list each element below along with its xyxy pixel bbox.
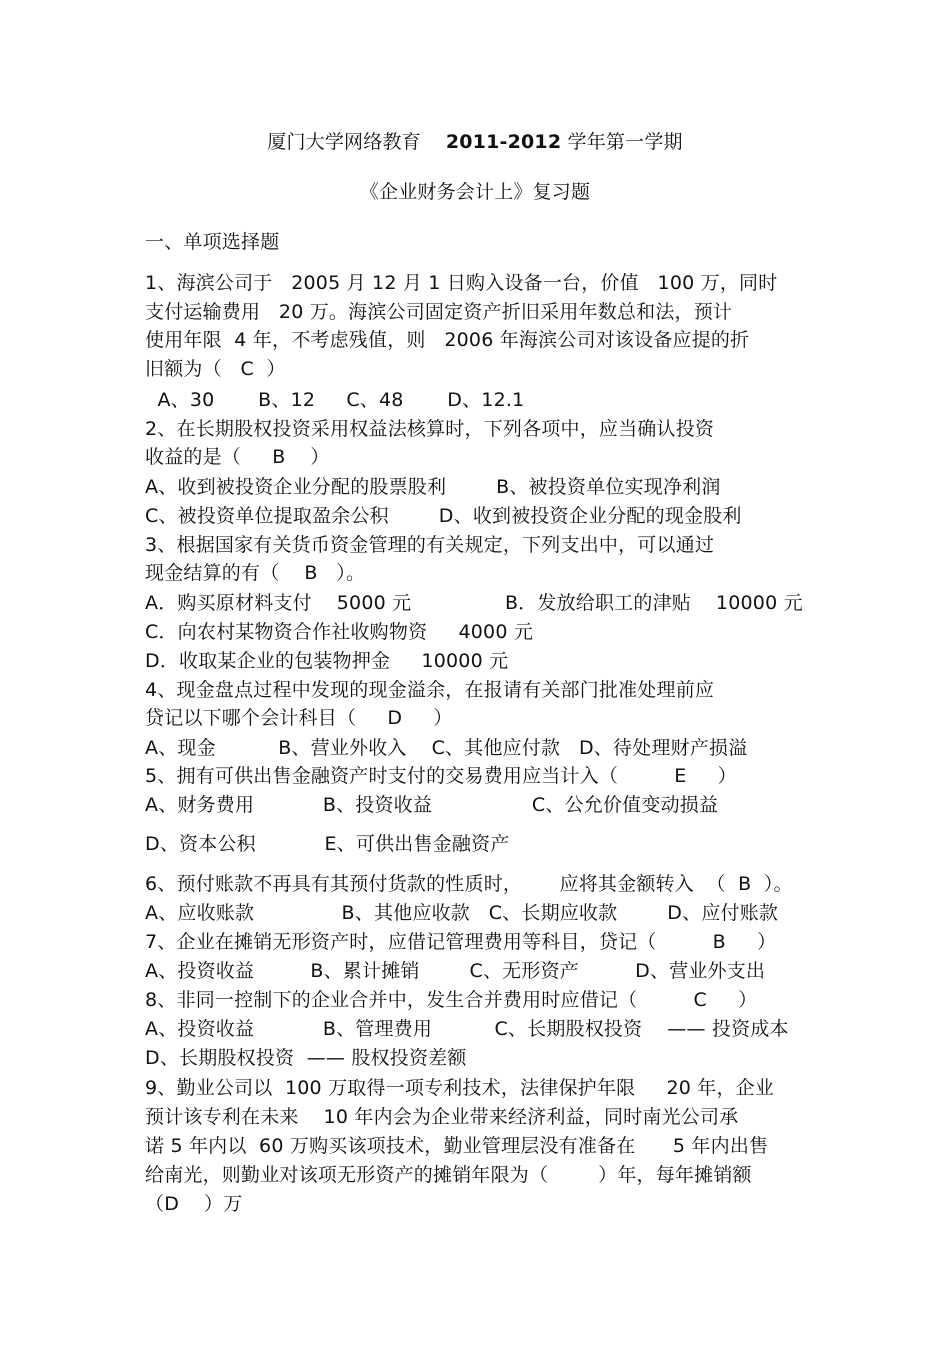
options-line: C．向农村某物资合作社收购物资 4000 元 xyxy=(145,621,534,643)
text-line: 9、勤业公司以 100 万取得一项专利技术，法律保护年限 20 年，企业 xyxy=(145,1077,775,1099)
section-heading: 一、单项选择题 xyxy=(145,231,280,253)
text-line: 6、预付账款不再具有其预付货款的性质时， 应将其金额转入 （ B ）。 xyxy=(145,873,793,895)
text-line: 3、根据国家有关货币资金管理的有关规定，下列支出中，可以通过 xyxy=(145,534,715,556)
options-line: A、现金 B、营业外收入 C、其他应付款 D、待处理财产损溢 xyxy=(145,737,748,759)
text-line: 贷记以下哪个会计科目（ D ） xyxy=(145,707,453,729)
text-line: 1、海滨公司于 2005 月 12 月 1 日购入设备一台，价值 100 万，同时 xyxy=(145,272,778,294)
text-line: 4、现金盘点过程中发现的现金溢余，在报请有关部门批准处理前应 xyxy=(145,679,715,701)
options-line: A、投资收益 B、累计摊销 C、无形资产 D、营业外支出 xyxy=(145,960,766,982)
options-line: D、长期股权投资 —— 股权投资差额 xyxy=(145,1047,467,1069)
text-line: 给南光，则勤业对该项无形资产的摊销年限为（ ）年，每年摊销额 xyxy=(145,1164,752,1186)
text-line: 诺 5 年内以 60 万购买该项技术，勤业管理层没有准备在 5 年内出售 xyxy=(145,1135,769,1157)
text-line: 收益的是（ B ） xyxy=(145,446,330,468)
options-line: D、资本公积 E、可供出售金融资产 xyxy=(145,833,510,855)
title-suffix: 学年第一学期 xyxy=(567,131,683,153)
text-line: 旧额为（ C ） xyxy=(145,358,286,380)
options-line: A、应收账款 B、其他应收款 C、长期应收款 D、应付账款 xyxy=(145,902,779,924)
text-line: 2、在长期股权投资采用权益法核算时，下列各项中，应当确认投资 xyxy=(145,418,715,440)
document-title xyxy=(0,129,950,155)
options-line: A、财务费用 B、投资收益 C、公允价值变动损益 xyxy=(145,794,719,816)
text-line: 5、拥有可供出售金融资产时支付的交易费用应当计入（ E ） xyxy=(145,765,737,787)
text-line: 使用年限 4 年，不考虑残值，则 2006 年海滨公司对该设备应提的折 xyxy=(145,329,750,351)
options-line: D．收取某企业的包装物押金 10000 元 xyxy=(145,650,509,672)
text-line: （D ）万 xyxy=(145,1193,243,1215)
text-line: 预计该专利在未来 10 年内会为企业带来经济利益，同时南光公司承 xyxy=(145,1106,739,1128)
text-line: 支付运输费用 20 万。海滨公司固定资产折旧采用年数总和法，预计 xyxy=(145,301,733,323)
options-line: A、投资收益 B、管理费用 C、长期股权投资 —— 投资成本 xyxy=(145,1018,789,1040)
title-year: 2011-2012 xyxy=(445,131,562,153)
text-line: 7、企业在摊销无形资产时，应借记管理费用等科目，贷记（ B ） xyxy=(145,931,777,953)
text-line: 8、非同一控制下的企业合并中，发生合并费用时应借记（ C ） xyxy=(145,989,758,1011)
text-line: 现金结算的有（ B ）。 xyxy=(145,562,366,584)
options-line: A、收到被投资企业分配的股票股利 B、被投资单位实现净利润 xyxy=(145,476,721,498)
options-line: A、30 B、12 C、48 D、12.1 xyxy=(145,389,525,411)
options-line: A．购买原材料支付 5000 元 B．发放给职工的津贴 10000 元 xyxy=(145,592,803,614)
document-subtitle: 《企业财务会计上》复习题 xyxy=(359,181,591,203)
options-line: C、被投资单位提取盈余公积 D、收到被投资企业分配的现金股利 xyxy=(145,505,742,527)
title-prefix: 厦门大学网络教育 xyxy=(267,131,421,153)
